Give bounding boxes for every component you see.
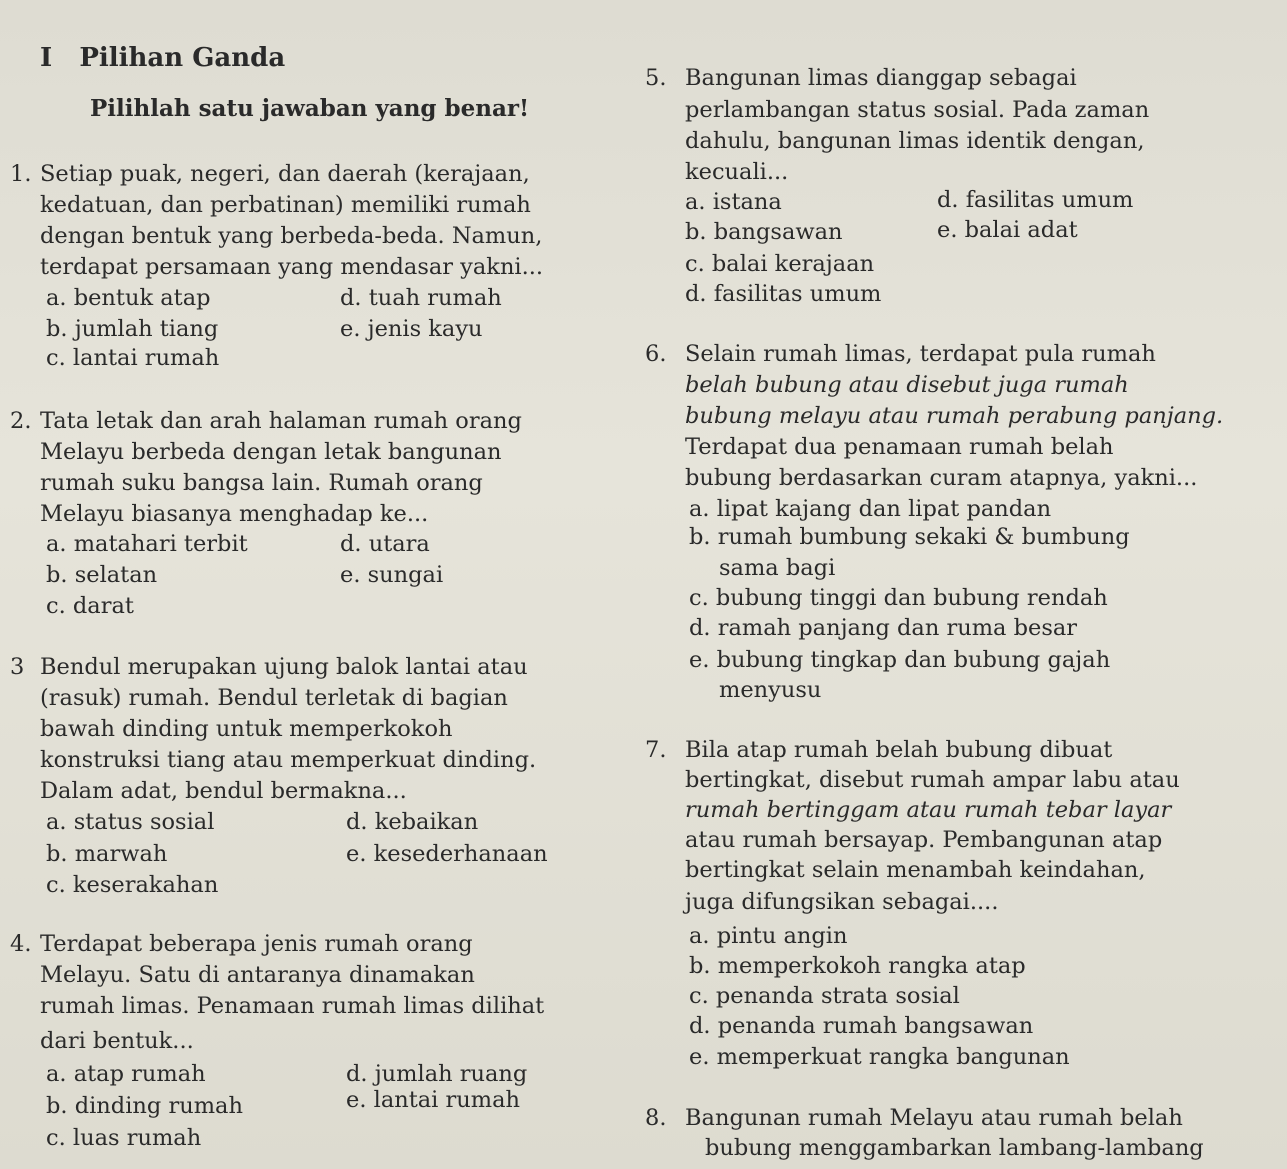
question-text-line: kecuali... <box>685 159 789 185</box>
option-d[interactable]: d. kebaikan <box>346 809 479 835</box>
question-text-line: bubung menggambarkan lambang-lambang <box>705 1135 1204 1161</box>
question-text-line: juga difungsikan sebagai.... <box>685 889 999 915</box>
question-text-line: (rasuk) rumah. Bendul terletak di bagian <box>40 685 508 711</box>
question-text-line: dahulu, bangunan limas identik dengan, <box>685 128 1145 154</box>
question-text-line: rumah bertinggam atau rumah tebar layar <box>685 797 1172 823</box>
option-e-continued: menyusu <box>719 677 822 703</box>
option-d[interactable]: d. utara <box>340 531 430 557</box>
option-c[interactable]: c. lantai rumah <box>46 345 220 371</box>
question-text-line: kedatuan, dan perbatinan) memiliki rumah <box>40 192 531 218</box>
option-c[interactable]: c. luas rumah <box>46 1125 202 1151</box>
option-d[interactable]: d. tuah rumah <box>340 285 502 311</box>
option-b[interactable]: b. marwah <box>46 841 168 867</box>
section-title: Pilihan Ganda <box>79 43 286 73</box>
option-a[interactable]: a. atap rumah <box>46 1061 206 1087</box>
question-text-line: Bila atap rumah belah bubung dibuat <box>685 737 1113 763</box>
section-number: I <box>40 43 53 73</box>
option-a[interactable]: a. bentuk atap <box>46 285 211 311</box>
question-text-line: dengan bentuk yang berbeda-beda. Namun, <box>40 223 543 249</box>
option-b[interactable]: b. memperkokoh rangka atap <box>689 953 1026 979</box>
question-number: 4. <box>10 931 32 957</box>
question-number: 5. <box>645 65 667 91</box>
option-b[interactable]: b. selatan <box>46 562 158 588</box>
question-number: 7. <box>645 737 667 763</box>
question-text-line: terdapat persamaan yang mendasar yakni... <box>40 254 544 280</box>
question-text-line: konstruksi tiang atau memperkuat dinding. <box>40 747 537 773</box>
question-number: 2. <box>10 408 32 434</box>
option-e[interactable]: e. lantai rumah <box>346 1087 521 1113</box>
question-text-line: bawah dinding untuk memperkokoh <box>40 716 453 742</box>
question-text-line: rumah limas. Penamaan rumah limas dilihat <box>40 993 545 1019</box>
question-text-line: Setiap puak, negeri, dan daerah (kerajaan, <box>40 161 530 187</box>
question-number: 1. <box>10 161 32 187</box>
question-text-line: bubung melayu atau rumah perabung panjang. <box>685 403 1224 429</box>
question-text-line: rumah suku bangsa lain. Rumah orang <box>40 470 483 496</box>
option-a[interactable]: a. lipat kajang dan lipat pandan <box>689 496 1052 522</box>
option-e[interactable]: e. sungai <box>340 562 444 588</box>
option-a[interactable]: a. pintu angin <box>689 923 848 949</box>
question-text-line: bertingkat, disebut rumah ampar labu atau <box>685 767 1180 793</box>
section-heading <box>40 44 285 72</box>
question-text-line: belah bubung atau disebut juga rumah <box>685 372 1129 398</box>
option-e[interactable]: e. jenis kayu <box>340 316 483 342</box>
question-text-line: bertingkat selain menambah keindahan, <box>685 857 1146 883</box>
option-b[interactable]: b. rumah bumbung sekaki & bumbung <box>689 524 1130 550</box>
option-b[interactable]: b. bangsawan <box>685 219 843 245</box>
question-text-line: dari bentuk... <box>40 1028 194 1054</box>
option-d[interactable]: d. fasilitas umum <box>937 187 1134 213</box>
question-number: 6. <box>645 341 667 367</box>
question-text-line: Melayu. Satu di antaranya dinamakan <box>40 962 475 988</box>
option-c[interactable]: c. keserakahan <box>46 872 219 898</box>
question-text-line: perlambangan status sosial. Pada zaman <box>685 97 1150 123</box>
option-b[interactable]: b. dinding rumah <box>46 1093 243 1119</box>
option-c[interactable]: c. bubung tinggi dan bubung rendah <box>689 585 1108 611</box>
option-e[interactable]: e. bubung tingkap dan bubung gajah <box>689 647 1111 673</box>
option-c[interactable]: c. darat <box>46 593 134 619</box>
question-text-line: Bendul merupakan ujung balok lantai atau <box>40 654 528 680</box>
question-text-line: Dalam adat, bendul bermakna... <box>40 778 407 804</box>
option-c[interactable]: c. balai kerajaan <box>685 251 875 277</box>
option-e[interactable]: e. memperkuat rangka bangunan <box>689 1044 1070 1070</box>
option-a[interactable]: a. matahari terbit <box>46 531 248 557</box>
question-text-line: Terdapat dua penamaan rumah belah <box>685 434 1114 460</box>
option-d[interactable]: d. ramah panjang dan ruma besar <box>689 615 1078 641</box>
question-text-line: atau rumah bersayap. Pembangunan atap <box>685 827 1163 853</box>
option-a[interactable]: a. status sosial <box>46 809 215 835</box>
question-text-line: Terdapat beberapa jenis rumah orang <box>40 931 473 957</box>
question-number: 8. <box>645 1105 667 1131</box>
question-text-line: Bangunan limas dianggap sebagai <box>685 65 1077 91</box>
option-d[interactable]: d. penanda rumah bangsawan <box>689 1013 1034 1039</box>
option-d[interactable]: d. jumlah ruang <box>346 1061 528 1087</box>
question-text-line: bubung berdasarkan curam atapnya, yakni... <box>685 465 1198 491</box>
question-text-line: Bangunan rumah Melayu atau rumah belah <box>685 1105 1183 1131</box>
option-e[interactable]: e. kesederhanaan <box>346 841 548 867</box>
instruction: Pilihlah satu jawaban yang benar! <box>90 95 530 122</box>
option-b-continued: sama bagi <box>719 555 836 581</box>
option-d-extra[interactable]: d. fasilitas umum <box>685 281 882 307</box>
option-c[interactable]: c. penanda strata sosial <box>689 983 960 1009</box>
option-b[interactable]: b. jumlah tiang <box>46 316 219 342</box>
question-text-line: Melayu berbeda dengan letak bangunan <box>40 439 502 465</box>
option-a[interactable]: a. istana <box>685 189 782 215</box>
question-text-line: Melayu biasanya menghadap ke... <box>40 501 429 527</box>
question-text-line: Tata letak dan arah halaman rumah orang <box>40 408 522 434</box>
question-text-line: Selain rumah limas, terdapat pula rumah <box>685 341 1156 367</box>
question-number: 3 <box>10 654 25 680</box>
option-e[interactable]: e. balai adat <box>937 217 1078 243</box>
